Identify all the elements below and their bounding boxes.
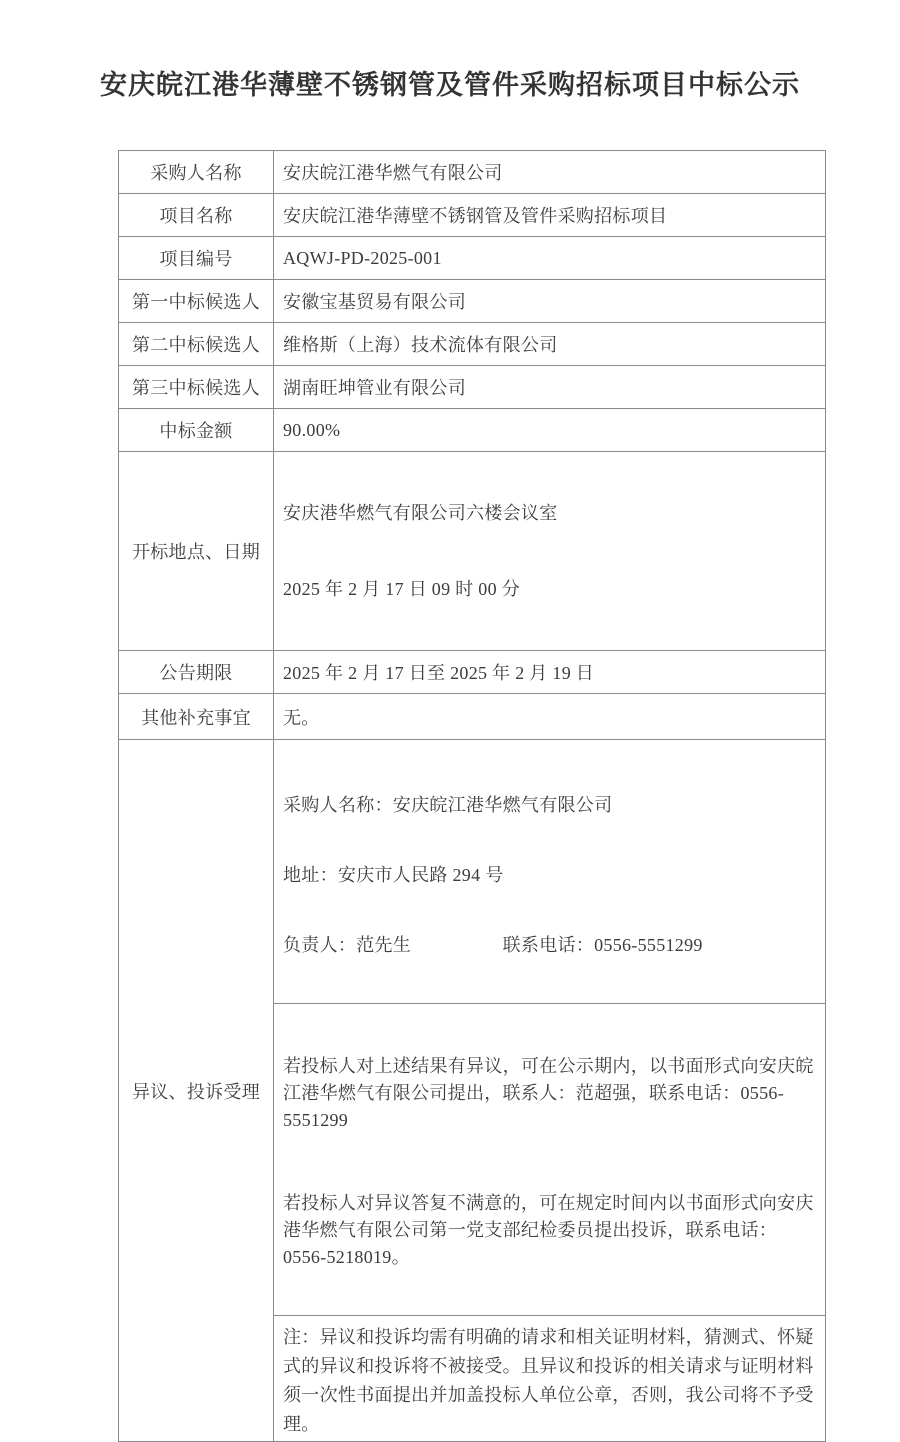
row-value: 安庆皖江港华薄壁不锈钢管及管件采购招标项目 (274, 194, 826, 237)
row-label-objection: 异议、投诉受理 (119, 740, 274, 1442)
table-row-bid-amount (119, 409, 826, 452)
table-row-project-name (119, 194, 826, 237)
row-label: 开标地点、日期 (119, 452, 274, 651)
row-value: AQWJ-PD-2025-001 (274, 237, 826, 280)
row-label: 项目编号 (119, 237, 274, 280)
table-row-notice-period (119, 651, 826, 694)
row-label: 第三中标候选人 (119, 366, 274, 409)
objection-contact-person: 负责人：范先生 联系电话：0556-5551299 (283, 935, 703, 955)
page-title: 安庆皖江港华薄壁不锈钢管及管件采购招标项目中标公示 (100, 70, 800, 100)
row-value: 安庆皖江港华燃气有限公司 (274, 151, 826, 194)
row-value: 无。 (274, 694, 826, 740)
objection-purchaser-name: 采购人名称：安庆皖江港华燃气有限公司 (283, 795, 613, 815)
row-value: 湖南旺坤管业有限公司 (274, 366, 826, 409)
objection-address: 地址：安庆市人民路 294 号 (283, 865, 504, 885)
table-row-objection-contact (119, 740, 826, 1004)
row-label: 第二中标候选人 (119, 323, 274, 366)
row-label: 其他补充事宜 (119, 694, 274, 740)
row-value: 90.00% (274, 409, 826, 452)
objection-procedure-paragraph-1: 若投标人对上述结果有异议，可在公示期内，以书面形式向安庆皖江港华燃气有限公司提出，联系人：范超强，联系电话：0556-5551299 (283, 1056, 814, 1130)
row-label: 项目名称 (119, 194, 274, 237)
objection-note-cell: 注：异议和投诉均需有明确的请求和相关证明材料，猜测式、怀疑式的异议和投诉将不被接受。且异议和投诉的相关请求与证明材料须一次性书面提出并加盖投标人单位公章，否则，我公司将不予受理。 (274, 1316, 826, 1442)
objection-procedure-cell (274, 1004, 826, 1316)
table-row-third-candidate (119, 366, 826, 409)
announcement-table (118, 150, 826, 1442)
bid-opening-venue: 安庆港华燃气有限公司六楼会议室 (283, 503, 558, 523)
table-row-purchaser (119, 151, 826, 194)
table-row-project-number (119, 237, 826, 280)
row-value: 2025 年 2 月 17 日至 2025 年 2 月 19 日 (274, 651, 826, 694)
row-label: 公告期限 (119, 651, 274, 694)
table-row-second-candidate (119, 323, 826, 366)
row-value: 维格斯（上海）技术流体有限公司 (274, 323, 826, 366)
objection-procedure-paragraph-2: 若投标人对异议答复不满意的，可在规定时间内以书面形式向安庆港华燃气有限公司第一党支部纪检委员提出投诉，联系电话：0556-5218019。 (283, 1193, 814, 1267)
row-label: 采购人名称 (119, 151, 274, 194)
objection-contact-cell (274, 740, 826, 1004)
row-value: 安徽宝基贸易有限公司 (274, 280, 826, 323)
bid-opening-datetime: 2025 年 2 月 17 日 09 时 00 分 (283, 579, 520, 599)
table-row-first-candidate (119, 280, 826, 323)
table-row-bid-opening (119, 452, 826, 651)
table-row-other-matters (119, 694, 826, 740)
row-label: 中标金额 (119, 409, 274, 452)
row-label: 第一中标候选人 (119, 280, 274, 323)
row-value (274, 452, 826, 651)
